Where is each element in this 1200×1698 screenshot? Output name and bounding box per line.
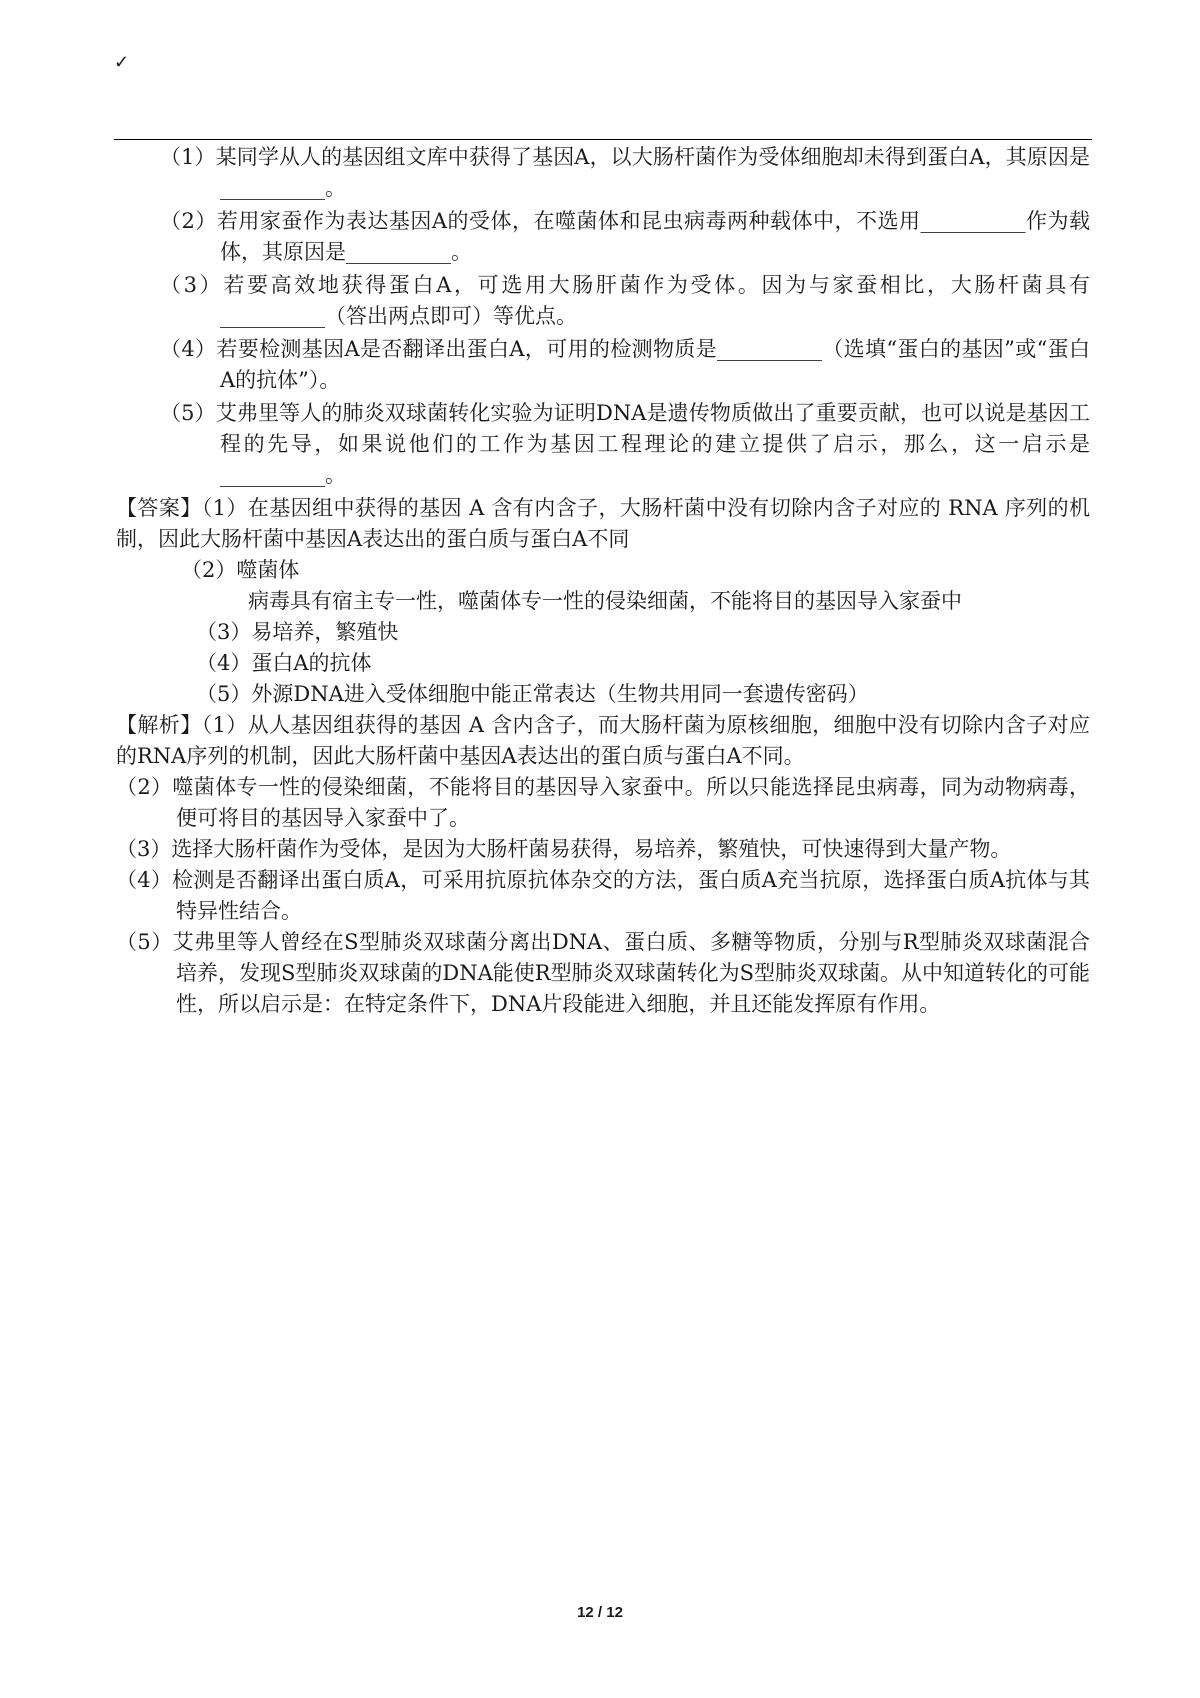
document-body xyxy=(116,142,1090,1020)
page-number: 12 / 12 xyxy=(577,1604,623,1621)
question-3: （3）若要高效地获得蛋白A，可选用大肠肝菌作为受体。因为与家蚕相比，大肠杆菌具有__________（答出两点即可）等优点。 xyxy=(160,273,1090,328)
question-1: （1）某同学从人的基因组文库中获得了基因A，以大肠杆菌作为受体细胞却未得到蛋白A，其原因是__________。 xyxy=(160,145,1090,200)
question-4: （4）若要检测基因A是否翻译出蛋白A，可用的检测物质是__________（选填“蛋白的基因”或“蛋白A的抗体”）。 xyxy=(160,337,1090,392)
answer-2b: 病毒具有宿主专一性，噬菌体专一性的侵染细菌，不能将目的基因导入家蚕中 xyxy=(248,589,962,613)
explanation-2: （2）噬菌体专一性的侵染细菌，不能将目的基因导入家蚕中。所以只能选择昆虫病毒，同为动物病毒，便可将目的基因导入家蚕中了。 xyxy=(116,775,1090,830)
explanation-5: （5）艾弗里等人曾经在S型肺炎双球菌分离出DNA、蛋白质、多糖等物质，分别与R型肺炎双球菌混合培养，发现S型肺炎双球菌的DNA能使R型肺炎双球菌转化为S型肺炎双球菌。从中知道转化的可能性，所以启示是：在特定条件下，DNA片段能进入细胞，并且还能发挥原有作用。 xyxy=(116,930,1090,1016)
question-2: （2）若用家蚕作为表达基因A的受体，在噬菌体和昆虫病毒两种载体中，不选用__________作为载体，其原因是__________。 xyxy=(160,209,1090,264)
answer-1-text: （1）在基因组中获得的基因 A 含有内含子，大肠杆菌中没有切除内含子对应的 RNA 序列的机制，因此大肠杆菌中基因A表达出的蛋白质与蛋白A不同 xyxy=(116,496,1091,551)
question-5: （5）艾弗里等人的肺炎双球菌转化实验为证明DNA是遗传物质做出了重要贡献，也可以说是基因工程的先导，如果说他们的工作为基因工程理论的建立提供了启示，那么，这一启示是__________。 xyxy=(160,401,1090,487)
answer-label: 【答案】 xyxy=(116,496,202,520)
check-mark-icon: ✓ xyxy=(114,52,130,73)
answer-3: （3）易培养，繁殖快 xyxy=(196,620,399,644)
header-rule xyxy=(114,139,1092,140)
explanation-1-text: （1）从人基因组获得的基因 A 含内含子，而大肠杆菌为原核细胞，细胞中没有切除内含子对应的RNA序列的机制，因此大肠杆菌中基因A表达出的蛋白质与蛋白A不同。 xyxy=(116,713,1091,768)
answer-2a: （2）噬菌体 xyxy=(181,558,300,582)
answer-4: （4）蛋白A的抗体 xyxy=(196,651,372,675)
explanation-1 xyxy=(116,710,1090,772)
answer-5: （5）外源DNA进入受体细胞中能正常表达（生物共用同一套遗传密码） xyxy=(196,682,869,706)
explanation-3: （3）选择大肠杆菌作为受体，是因为大肠杆菌易获得，易培养，繁殖快，可快速得到大量产物。 xyxy=(116,837,1012,861)
explanation-4: （4）检测是否翻译出蛋白质A，可采用抗原抗体杂交的方法，蛋白质A充当抗原，选择蛋白质A抗体与其特异性结合。 xyxy=(116,868,1090,923)
explanation-label: 【解析】 xyxy=(116,713,202,737)
answer-1 xyxy=(116,493,1090,555)
